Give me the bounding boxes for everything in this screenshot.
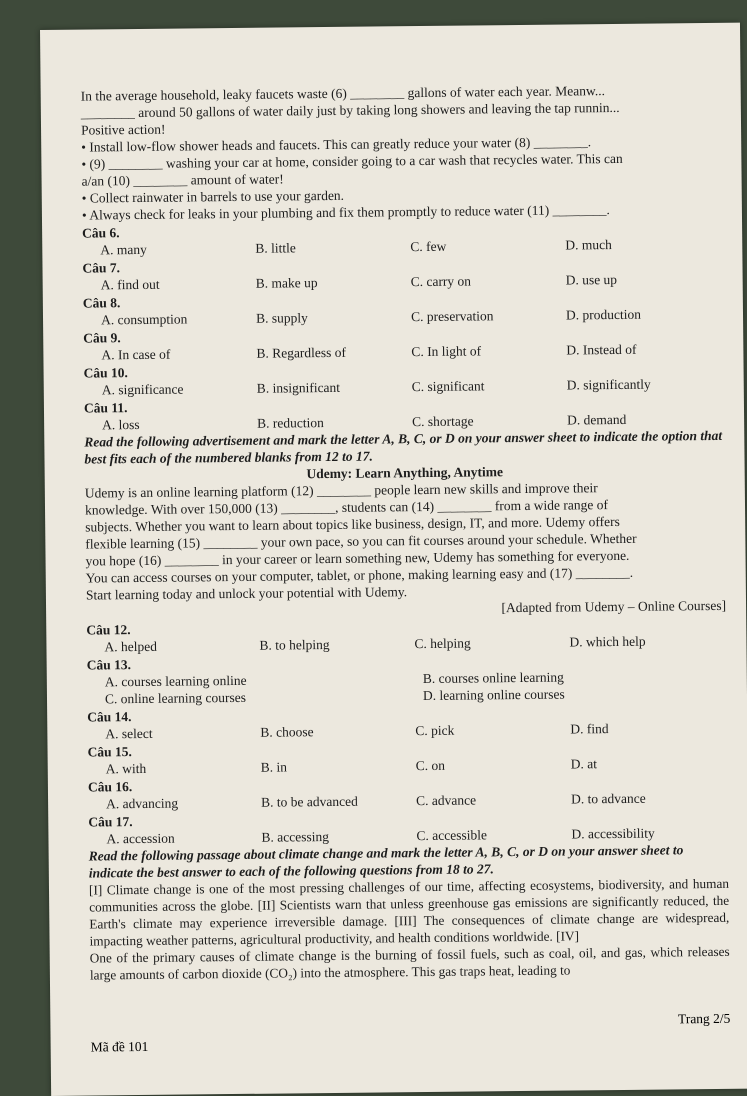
passage-paragraph-2: One of the primary causes of climate change is the burning of fossil fuels, such as coal, oil, and gas, which releases large amounts of carbon dioxide (CO₂) into the atmosphere. This gas traps heat, leading to [89, 943, 730, 983]
option: B. reduction [257, 415, 324, 431]
intro-line: • Always check for leaks in your plumbing and fix them promptly to reduce water (11) ________. [81, 202, 610, 223]
question-label: Câu 10. [83, 365, 128, 381]
intro-line: In the average household, leaky faucets waste (6) ________ gallons of water each year. Meanw... [80, 83, 606, 104]
question-label: Câu 11. [83, 400, 128, 416]
option: A. significance [101, 381, 184, 398]
option: B. in [260, 759, 288, 775]
option: D. significantly [566, 376, 651, 393]
option: B. courses online learning [422, 669, 564, 687]
option: D. demand [567, 411, 627, 428]
option: B. accessing [261, 829, 330, 845]
question-label: Câu 12. [86, 622, 131, 638]
ad-line: You can access courses on your computer, tablet, or phone, making learning easy and (17) ________. [85, 564, 634, 586]
option: A. consumption [100, 311, 188, 328]
ad-line: subjects. Whether you want to learn about topics like business, design, IT, and more. Udemy offers [85, 513, 620, 535]
question-block-14-17 [87, 702, 728, 848]
question-label: Câu 7. [82, 260, 121, 276]
question [87, 702, 727, 743]
page-footer [90, 1010, 731, 1055]
instruction-18-27: Read the following passage about climate change and mark the letter A, B, C, or D on your answer sheet to indicate the best answer to each of the following questions from 18 to 27. [88, 842, 684, 881]
option: D. use up [565, 271, 618, 288]
ad-line: Start learning today and unlock your potential with Udemy. [85, 584, 408, 603]
page-content [81, 81, 730, 984]
climate-passage [89, 875, 730, 984]
question-13 [87, 650, 727, 708]
question-label: Câu 13. [86, 657, 131, 673]
option: D. at [570, 756, 598, 772]
instruction-12-17: Read the following advertisement and mark the letter A, B, C, or D on your answer sheet to indicate the option that best fits each of the numbered blanks from 12 to 17. [84, 427, 723, 467]
ad-line: you hope (16) ________ in your career or learn something new, Udemy has something for everyone. [85, 547, 630, 569]
exam-code: Mã đề 101 [90, 1038, 149, 1055]
question [82, 253, 722, 294]
option: B. insignificant [256, 379, 341, 396]
option: A. many [100, 241, 147, 258]
question-label: Câu 15. [87, 744, 132, 760]
option: D. learning online courses [422, 686, 565, 704]
question [87, 737, 727, 778]
intro-line: a/an (10) ________ amount of water! [81, 171, 284, 189]
intro-line: Positive action! [80, 121, 166, 138]
option: B. little [255, 240, 296, 256]
intro-line: • (9) ________ washing your car at home, consider going to a car wash that recycles water. This can [81, 150, 623, 172]
ad-line: Udemy is an online learning platform (12) ________ people learn new skills and improve their [84, 480, 598, 501]
option: D. much [565, 237, 612, 253]
option: C. carry on [410, 273, 472, 290]
option: C. preservation [410, 308, 494, 325]
option: D. find [570, 721, 609, 737]
option: C. shortage [412, 413, 474, 430]
question-block-12 [86, 615, 726, 656]
option: D. to advance [571, 790, 646, 807]
advertisement-text [85, 478, 726, 604]
intro-line: ________ around 50 gallons of water daily just by taking long showers and leaving the tap runnin... [80, 99, 620, 121]
ad-line: flexible learning (15) ________ your own pace, so you can fit courses around your schedule. Whether [85, 530, 637, 552]
option: C. on [415, 757, 446, 774]
ad-source: [Adapted from Udemy – Online Courses] [501, 597, 727, 616]
option: D. production [565, 306, 642, 323]
question [88, 772, 728, 813]
intro-passage [81, 81, 722, 224]
option: C. online learning courses [104, 689, 247, 707]
option: A. loss [102, 416, 140, 433]
question-label: Câu 17. [88, 814, 133, 830]
intro-line: • Collect rainwater in barrels to use your garden. [81, 187, 345, 206]
option: A. helped [104, 638, 158, 655]
question [83, 288, 723, 329]
question [86, 615, 726, 656]
question [83, 323, 723, 364]
option: C. significant [411, 378, 485, 395]
question [82, 218, 722, 259]
option: C. helping [414, 635, 471, 652]
page-number: Trang 2/5 [677, 1010, 731, 1027]
option: D. which help [569, 633, 646, 650]
option: A. accession [106, 830, 175, 847]
option: C. few [410, 238, 447, 255]
option: B. to helping [259, 637, 330, 653]
option: A. with [105, 760, 147, 777]
option: B. supply [255, 310, 308, 326]
question-label: Câu 6. [82, 225, 120, 241]
question-label: Câu 9. [83, 330, 121, 346]
question-label: Câu 14. [87, 709, 132, 725]
question [84, 358, 724, 399]
option: A. courses learning online [104, 672, 247, 690]
passage-paragraph-1: [I] Climate change is one of the most pressing challenges of our time, affecting ecosystems, biodiversity, and human communities across the globe. [II] Scientists warn that unless greenhouse gas emissions are significantly reduced, the Earth's climate may experience irreversible damage. [III] The consequences of climate change are widespread, impacting weather patterns, agricultural productivity, and health conditions worldwide. [IV] [88, 875, 730, 949]
option: C. accessible [416, 827, 488, 844]
option: B. choose [260, 724, 314, 740]
option: C. advance [416, 792, 477, 809]
option: B. to be advanced [261, 793, 358, 810]
question-label: Câu 16. [87, 779, 133, 795]
option: B. Regardless of [256, 344, 347, 361]
ad-title: Udemy: Learn Anything, Anytime [306, 464, 503, 482]
exam-page [40, 23, 747, 1096]
option: A. advancing [106, 795, 179, 812]
option: A. In case of [101, 346, 171, 363]
option: B. make up [255, 275, 318, 291]
option: D. accessibility [571, 825, 655, 842]
ad-line: knowledge. With over 150,000 (13) ________, students can (14) ________ from a wide range of [84, 497, 609, 518]
option: A. select [105, 725, 153, 742]
question-block-6-11 [82, 218, 724, 434]
question-label: Câu 8. [82, 295, 121, 311]
intro-line: • Install low-flow shower heads and faucets. This can greatly reduce your water (8) ________. [81, 134, 592, 155]
option: C. In light of [411, 343, 482, 360]
option: D. Instead of [566, 341, 637, 358]
option: C. pick [415, 722, 455, 739]
option: A. find out [100, 276, 160, 293]
